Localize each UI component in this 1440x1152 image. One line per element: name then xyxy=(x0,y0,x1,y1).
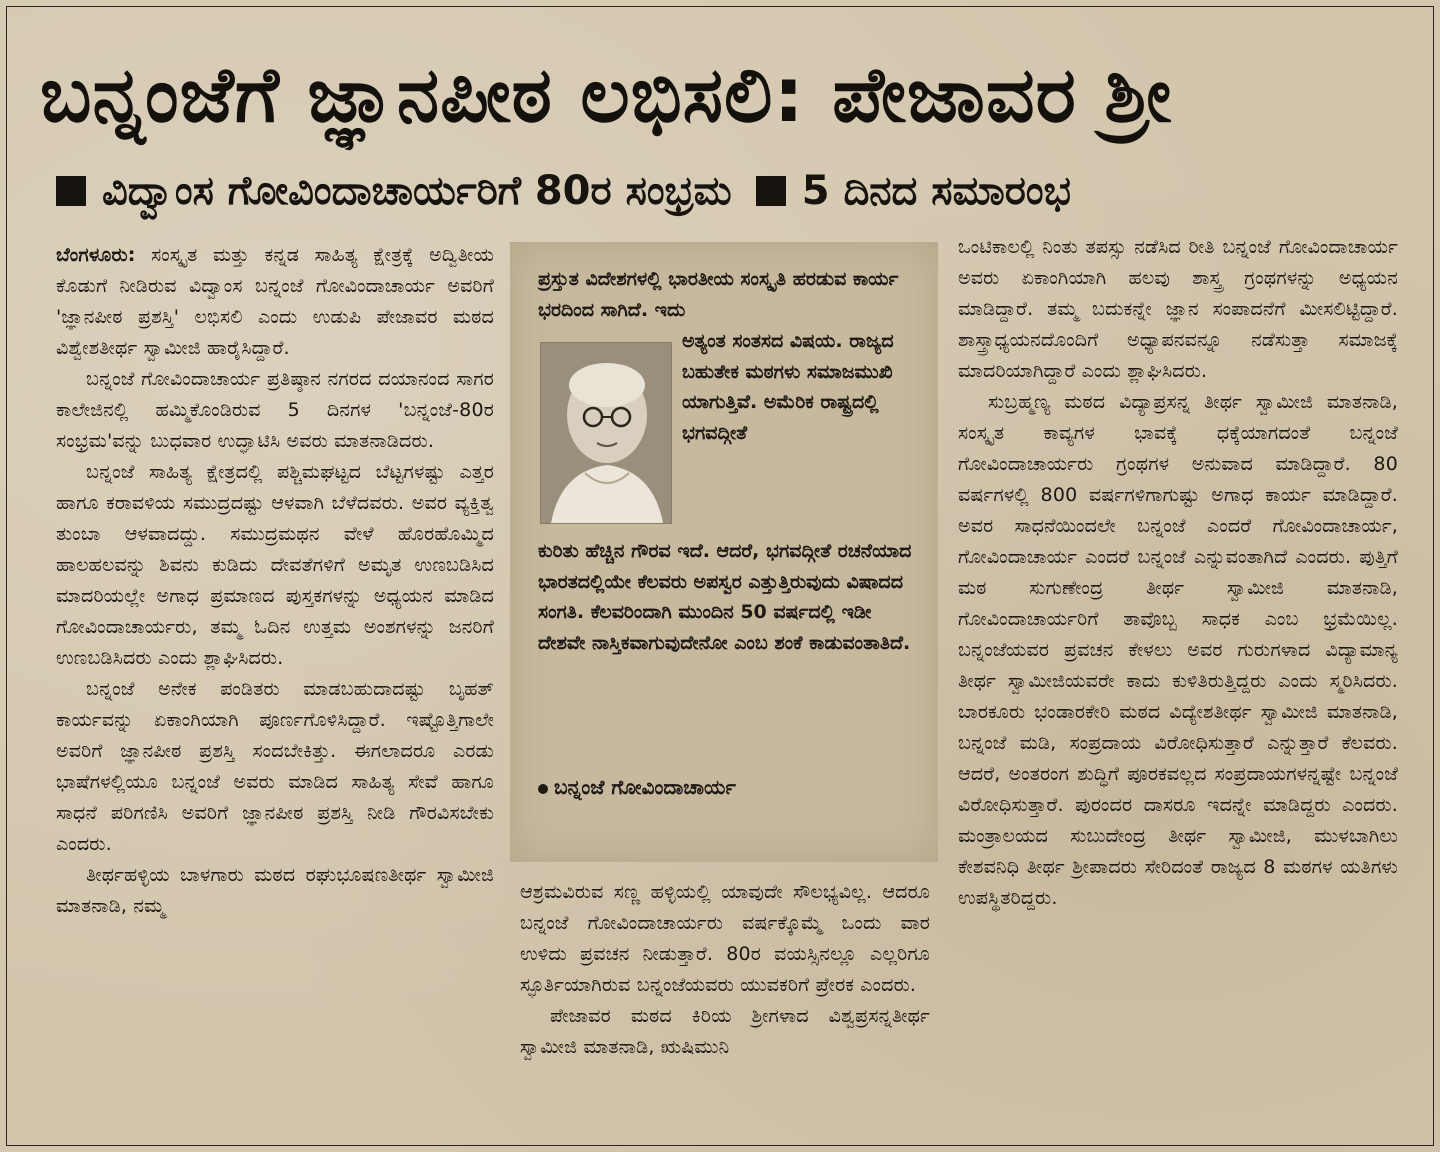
subhead-part-2: 5 ದಿನದ ಸಮಾರಂಭ xyxy=(801,168,1071,214)
article-paragraph xyxy=(56,240,494,364)
subhead-part-2-wrap xyxy=(756,168,1071,214)
article-column-left xyxy=(56,240,494,1120)
quote-text-top: ಪ್ರಸ್ತುತ ವಿದೇಶಗಳಲ್ಲಿ ಭಾರತೀಯ ಸಂಸ್ಕೃತಿ ಹರಡುವ ಕಾರ್ಯ ಭರದಿಂದ ಸಾಗಿದೆ. ಇದು xyxy=(538,268,899,321)
signature-text: ಬನ್ನಂಜೆ ಗೋವಿಂದಾಚಾರ್ಯ xyxy=(554,775,736,799)
article-paragraph: ಒಂಟಿಕಾಲಲ್ಲಿ ನಿಂತು ತಪಸ್ಸು ನಡೆಸಿದ ರೀತಿ ಬನ್ನಂಜೆ ಗೋವಿಂದಾಚಾರ್ಯ ಅವರು ಏಕಾಂಗಿಯಾಗಿ ಹಲವು ಶಾಸ್ತ್ರ ಗ್ರಂಥಗಳನ್ನು ಅಧ್ಯಯನ ಮಾಡಿದ್ದಾರೆ. ತಮ್ಮ ಬದುಕನ್ನೇ ಜ್ಞಾನ ಸಂಪಾದನೆಗೆ ಮೀಸಲಿಟ್ಟಿದ್ದಾರೆ. ಶಾಸ್ತ್ರಾಧ್ಯಯನದೊಂದಿಗೆ ಅಧ್ಯಾಪನವನ್ನೂ ನಡೆಸುತ್ತಾ ಸಮಾಜಕ್ಕೆ ಮಾದರಿಯಾಗಿದ್ದಾರೆ ಎಂದು ಶ್ಲಾಘಿಸಿದರು. xyxy=(958,236,1398,382)
quote-text-bottom: ಕುರಿತು ಹೆಚ್ಚಿನ ಗೌರವ ಇದೆ. ಆದರೆ, ಭಗವದ್ಗೀತೆ ರಚನೆಯಾದ ಭಾರತದಲ್ಲಿಯೇ ಕೆಲವರು ಅಪಸ್ವರ ಎತ್ತುತ್ತಿರುವುದು ವಿಷಾದದ ಸಂಗತಿ. ಕೆಲವರಿಂದಾಗಿ ಮುಂದಿನ 50 ವರ್ಷದಲ್ಲಿ ಇಡೀ ದೇಶವೇ ನಾಸ್ತಿಕವಾಗುವುದೇನೋ ಎಂಬ ಶಂಕೆ ಕಾಡುವಂತಾತಿದೆ. xyxy=(538,540,912,654)
bullet-dot-icon xyxy=(538,784,548,794)
quote-text-side: ಅತ್ಯಂತ ಸಂತಸದ ವಿಷಯ. ರಾಜ್ಯದ ಬಹುತೇಕ ಮಠಗಳು ಸಮಾಜಮುಖಿ ಯಾಗುತ್ತಿವೆ. ಅಮೆರಿಕ ರಾಷ್ಟ್ರದಲ್ಲಿ ಭಗವದ್ಗೀತೆ xyxy=(682,330,894,444)
subheadline xyxy=(56,160,1396,222)
article-paragraph: ಸುಬ್ರಹ್ಮಣ್ಯ ಮಠದ ವಿದ್ಯಾಪ್ರಸನ್ನ ತೀರ್ಥ ಸ್ವಾಮೀಜಿ ಮಾತನಾಡಿ, ಸಂಸ್ಕೃತ ಕಾವ್ಯಗಳ ಭಾವಕ್ಕೆ ಧಕ್ಕೆಯಾಗದಂತೆ ಬನ್ನಂಜೆ ಗೋವಿಂದಾಚಾರ್ಯರು ಗ್ರಂಥಗಳ ಅನುವಾದ ಮಾಡಿದ್ದಾರೆ. 80 ವರ್ಷಗಳಲ್ಲಿ 800 ವರ್ಷಗಳಿಗಾಗುಷ್ಟು ಅಗಾಧ ಕಾರ್ಯ ಮಾಡಿದ್ದಾರೆ. ಅವರ ಸಾಧನೆಯಿಂದಲೇ ಬನ್ನಂಜೆ ಎಂದರೆ ಗೋವಿಂದಾಚಾರ್ಯ, ಗೋವಿಂದಾಚಾರ್ಯ ಎಂದರೆ ಬನ್ನಂಜೆ ಎನ್ನುವಂತಾಗಿದೆ ಎಂದರು. ಪುತ್ತಿಗೆ ಮಠ ಸುಗುಣೇಂದ್ರ ತೀರ್ಥ ಸ್ವಾಮೀಜಿ ಮಾತನಾಡಿ, ಗೋವಿಂದಾಚಾರ್ಯರಿಗೆ ತಾವೊಬ್ಬ ಸಾಧಕ ಎಂಬ ಭ್ರಮೆಯಿಲ್ಲ. ಬನ್ನಂಜೆಯವರ ಪ್ರವಚನ ಕೇಳಲು ಅವರ ಗುರುಗಳಾದ ವಿದ್ಯಾಮಾನ್ಯ ತೀರ್ಥ ಸ್ವಾಮೀಜಿಯವರೇ ಕಾದು ಕುಳಿತಿರುತ್ತಿದ್ದರು ಎಂದು ಸ್ಮರಿಸಿದರು. ಬಾರಕೂರು ಭಂಡಾರಕೇರಿ ಮಠದ ವಿದ್ಯೇಶತೀರ್ಥ ಸ್ವಾಮೀಜಿ ಮಾತನಾಡಿ, ಬನ್ನಂಜೆ ಮಡಿ, ಸಂಪ್ರದಾಯ ವಿರೋಧಿಸುತ್ತಾರೆ ಎನ್ನುತ್ತಾರೆ ಕೆಲವರು. ಆದರೆ, ಅಂತರಂಗ ಶುದ್ಧಿಗೆ ಪೂರಕವಲ್ಲದ ಸಂಪ್ರದಾಯಗಳನ್ನಷ್ಟೇ ಬನ್ನಂಜೆ ವಿರೋಧಿಸುತ್ತಾರೆ. ಪುರಂದರ ದಾಸರೂ ಇದನ್ನೇ ಮಾಡಿದ್ದರು ಎಂದರು. ಮಂತ್ರಾಲಯದ ಸುಬುದೇಂದ್ರ ತೀರ್ಥ ಸ್ವಾಮೀಜಿ, ಮುಳಬಾಗಿಲು ಕೇಶವನಿಧಿ ತೀರ್ಥ ಶ್ರೀಪಾದರು ಸೇರಿದಂತೆ ರಾಜ್ಯದ 8 ಮಠಗಳ ಯತಿಗಳು ಉಪಸ್ಥಿತರಿದ್ದರು. xyxy=(958,391,1398,909)
portrait-photo xyxy=(540,342,672,524)
square-bullet-icon xyxy=(56,176,86,206)
article-column-right xyxy=(958,232,1398,1112)
subhead-part-1: ವಿದ್ವಾಂಸ ಗೋವಿಂದಾಚಾರ್ಯರಿಗೆ 80ರ ಸಂಭ್ರಮ xyxy=(102,168,732,214)
portrait-image xyxy=(541,343,671,523)
quote-signature xyxy=(538,772,918,803)
headline: ಬನ್ನಂಜೆಗೆ ಜ್ಞಾನಪೀಠ ಲಭಿಸಲಿ: ಪೇಜಾವರ ಶ್ರೀ xyxy=(40,50,1173,139)
dateline: ಬೆಂಗಳೂರು: xyxy=(56,244,136,266)
article-paragraph: ಆಶ್ರಮವಿರುವ ಸಣ್ಣ ಹಳ್ಳಿಯಲ್ಲಿ ಯಾವುದೇ ಸೌಲಭ್ಯವಿಲ್ಲ. ಆದರೂ ಬನ್ನಂಜೆ ಗೋವಿಂದಾಚಾರ್ಯರು ವರ್ಷಕ್ಕೊಮ್ಮೆ ಒಂದು ವಾರ ಉಳಿದು ಪ್ರವಚನ ನೀಡುತ್ತಾರೆ. 80ರ ವಯಸ್ಸಿನಲ್ಲೂ ಎಲ್ಲರಿಗೂ ಸ್ಫೂರ್ತಿಯಾಗಿರುವ ಬನ್ನಂಜೆಯವರು ಯುವಕರಿಗೆ ಪ್ರೇರಕ ಎಂದರು. xyxy=(520,881,930,996)
square-bullet-icon xyxy=(756,176,786,206)
article-paragraph: ಬನ್ನಂಜೆ ಸಾಹಿತ್ಯ ಕ್ಷೇತ್ರದಲ್ಲಿ ಪಶ್ಚಿಮಘಟ್ಟದ ಬೆಟ್ಟಗಳಷ್ಟು ಎತ್ತರ ಹಾಗೂ ಕರಾವಳಿಯ ಸಮುದ್ರದಷ್ಟು ಆಳವಾಗಿ ಬೆಳೆದವರು. ಅವರ ವ್ಯಕ್ತಿತ್ವ ತುಂಬಾ ಆಳವಾದದ್ದು. ಸಮುದ್ರಮಥನ ವೇಳೆ ಹೊರಹೊಮ್ಮಿದ ಹಾಲಹಲವನ್ನು ಶಿವನು ಕುಡಿದು ದೇವತೆಗಳಿಗೆ ಅಮೃತ ಉಣಬಡಿಸಿದ ಮಾದರಿಯಲ್ಲೇ ಅಗಾಧ ಪ್ರಮಾಣದ ಪುಸ್ತಕಗಳನ್ನು ಅಧ್ಯಯನ ಮಾಡಿದ ಗೋವಿಂದಾಚಾರ್ಯರು, ತಮ್ಮ ಓದಿನ ಉತ್ತಮ ಅಂಶಗಳನ್ನು ಜನರಿಗೆ ಉಣಬಡಿಸಿದರು ಎಂದು ಶ್ಲಾಘಿಸಿದರು. xyxy=(56,461,494,669)
article-column-middle xyxy=(520,877,930,1117)
article-paragraph: ತೀರ್ಥಹಳ್ಳಿಯ ಬಾಳಗಾರು ಮಠದ ರಘುಭೂಷಣತೀರ್ಥ ಸ್ವಾಮೀಜಿ ಮಾತನಾಡಿ, ನಮ್ಮ xyxy=(56,864,494,917)
quote-box xyxy=(510,242,938,862)
article-paragraph: ಬನ್ನಂಜೆ ಗೋವಿಂದಾಚಾರ್ಯ ಪ್ರತಿಷ್ಠಾನ ನಗರದ ದಯಾನಂದ ಸಾಗರ ಕಾಲೇಜಿನಲ್ಲಿ ಹಮ್ಮಿಕೊಂಡಿರುವ 5 ದಿನಗಳ 'ಬನ್ನಂಜೆ-80ರ ಸಂಭ್ರಮ'ವನ್ನು ಬುಧವಾರ ಉದ್ಘಾಟಿಸಿ ಅವರು ಮಾತನಾಡಿದರು. xyxy=(56,368,494,452)
paragraph-text: ಸಂಸ್ಕೃತ ಮತ್ತು ಕನ್ನಡ ಸಾಹಿತ್ಯ ಕ್ಷೇತ್ರಕ್ಕೆ ಅದ್ವಿತೀಯ ಕೊಡುಗೆ ನೀಡಿರುವ ವಿದ್ವಾಂಸ ಬನ್ನಂಜೆ ಗೋವಿಂದಾಚಾರ್ಯ ಅವರಿಗೆ 'ಜ್ಞಾನಪೀಠ ಪ್ರಶಸ್ತಿ' ಲಭಿಸಲಿ ಎಂದು ಉಡುಪಿ ಪೇಜಾವರ ಮಠದ ವಿಶ್ವೇಶತೀರ್ಥ ಸ್ವಾಮೀಜಿ ಹಾರೈಸಿದ್ದಾರೆ. xyxy=(56,244,494,359)
article-paragraph: ಬನ್ನಂಜೆ ಅನೇಕ ಪಂಡಿತರು ಮಾಡಬಹುದಾದಷ್ಟು ಬೃಹತ್ ಕಾರ್ಯವನ್ನು ಏಕಾಂಗಿಯಾಗಿ ಪೂರ್ಣಗೊಳಿಸಿದ್ದಾರೆ. ಇಷ್ಟೊತ್ತಿಗಾಲೇ ಅವರಿಗೆ ಜ್ಞಾನಪೀಠ ಪ್ರಶಸ್ತಿ ಸಂದಬೇಕಿತ್ತು. ಈಗಲಾದರೂ ಎರಡು ಭಾಷೆಗಳಲ್ಲಿಯೂ ಬನ್ನಂಜೆ ಅವರು ಮಾಡಿದ ಸಾಹಿತ್ಯ ಸೇವೆ ಹಾಗೂ ಸಾಧನೆ ಪರಿಗಣಿಸಿ ಅವರಿಗೆ ಜ್ಞಾನಪೀಠ ಪ್ರಶಸ್ತಿ ನೀಡಿ ಗೌರವಿಸಬೇಕು ಎಂದರು. xyxy=(56,678,494,855)
article-paragraph: ಪೇಜಾವರ ಮಠದ ಕಿರಿಯ ಶ್ರೀಗಳಾದ ವಿಶ್ವಪ್ರಸನ್ನತೀರ್ಥ ಸ್ವಾಮೀಜಿ ಮಾತನಾಡಿ, ಋಷಿಮುನಿ xyxy=(520,1005,930,1058)
